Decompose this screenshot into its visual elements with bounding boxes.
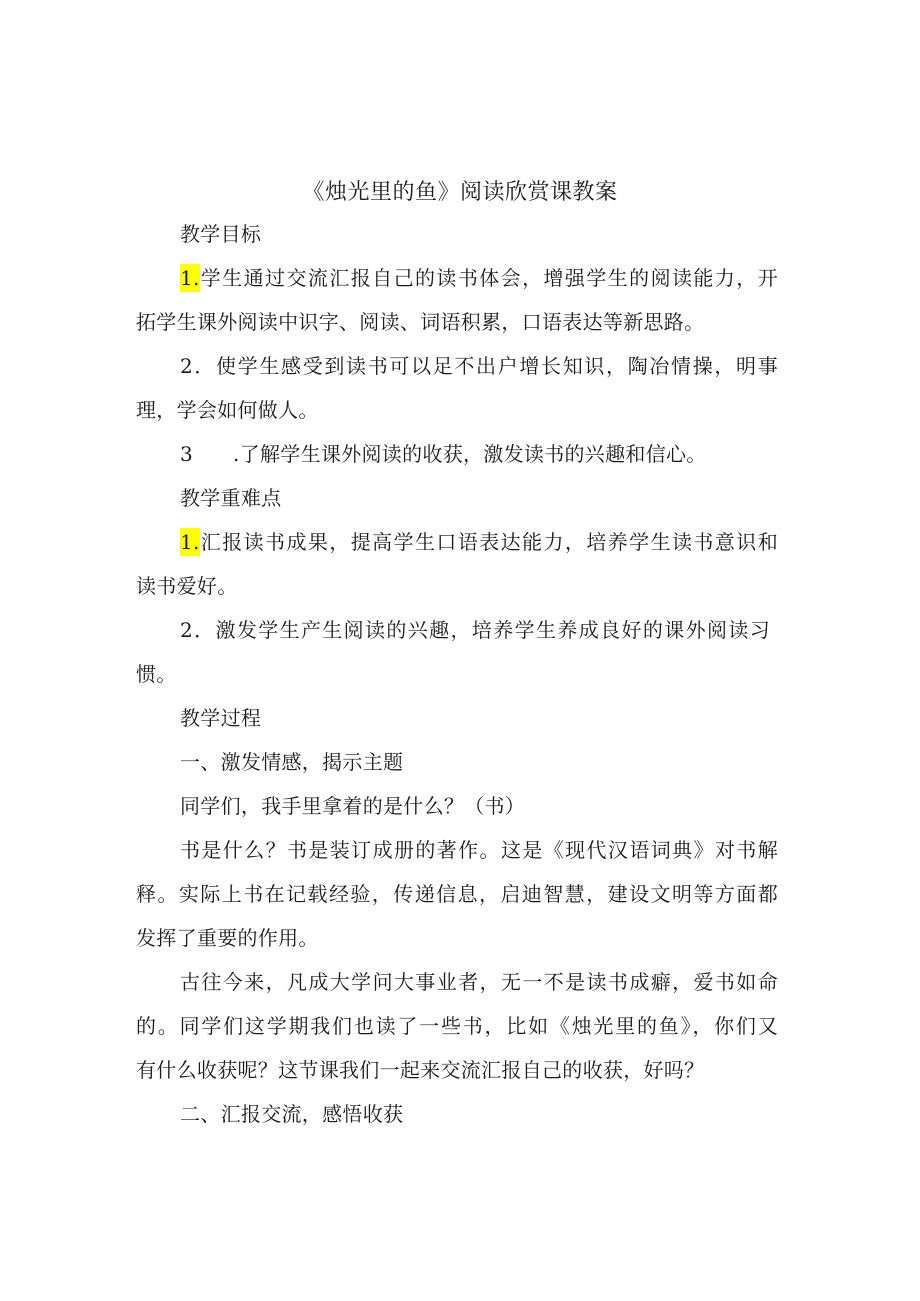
paragraph-2-line-3: 发挥了重要的作用。	[136, 926, 319, 950]
section-2-heading: 二、汇报交流，感悟收获	[180, 1102, 404, 1126]
process-heading: 教学过程	[180, 706, 262, 730]
paragraph-3-line-2: 的。同学们这学期我们也读了一些书，比如《烛光里的鱼》，你们又	[136, 1014, 778, 1038]
goal-2-line-1: 2．使学生感受到读书可以足不出户增长知识，陶冶情操，明事	[180, 354, 778, 378]
paragraph-3-line-3: 有什么收获呢？这节课我们一起来交流汇报自己的收获，好吗？	[136, 1058, 705, 1082]
goal-1-number: 1.	[180, 266, 200, 290]
paragraph-1: 同学们，我手里拿着的是什么？（书）	[180, 794, 526, 818]
key-1-line-1	[180, 525, 778, 559]
key-2-line-1: 2．激发学生产生阅读的兴趣，培养学生养成良好的课外阅读习	[180, 618, 770, 642]
goal-3-number: 3	[180, 442, 194, 466]
goal-1-line-2: 拓学生课外阅读中识字、阅读、词语积累，口语表达等新思路。	[136, 310, 705, 334]
paragraph-2-line-2: 释。实际上书在记载经验，传递信息，启迪智慧，建设文明等方面都	[136, 882, 778, 906]
goal-2-line-2: 理，学会如何做人。	[136, 398, 319, 422]
key-1-number: 1.	[180, 530, 200, 554]
key-1-text: 汇报读书成果，提高学生口语表达能力，培养学生读书意识和	[199, 530, 778, 554]
section-1-heading: 一、激发情感，揭示主题	[180, 750, 404, 774]
paragraph-2-line-1: 书是什么？书是装订成册的著作。这是《现代汉语词典》对书解	[180, 838, 778, 862]
paragraph-3-line-1: 古往今来，凡成大学问大事业者，无一不是读书成癖，爱书如命	[180, 970, 778, 994]
goals-heading: 教学目标	[180, 222, 262, 246]
goal-1-text: 学生通过交流汇报自己的读书体会，增强学生的阅读能力，开	[199, 266, 778, 290]
goal-3-line	[180, 437, 707, 471]
document-title: 《烛光里的鱼》阅读欣赏课教案	[302, 180, 618, 205]
key-2-line-2: 惯。	[136, 662, 177, 686]
goal-3-text: .了解学生课外阅读的收获，激发读书的兴趣和信心。	[233, 442, 707, 466]
goal-1-line-1	[180, 261, 778, 295]
key-points-heading: 教学重难点	[180, 486, 282, 510]
key-1-line-2: 读书爱好。	[136, 574, 238, 598]
